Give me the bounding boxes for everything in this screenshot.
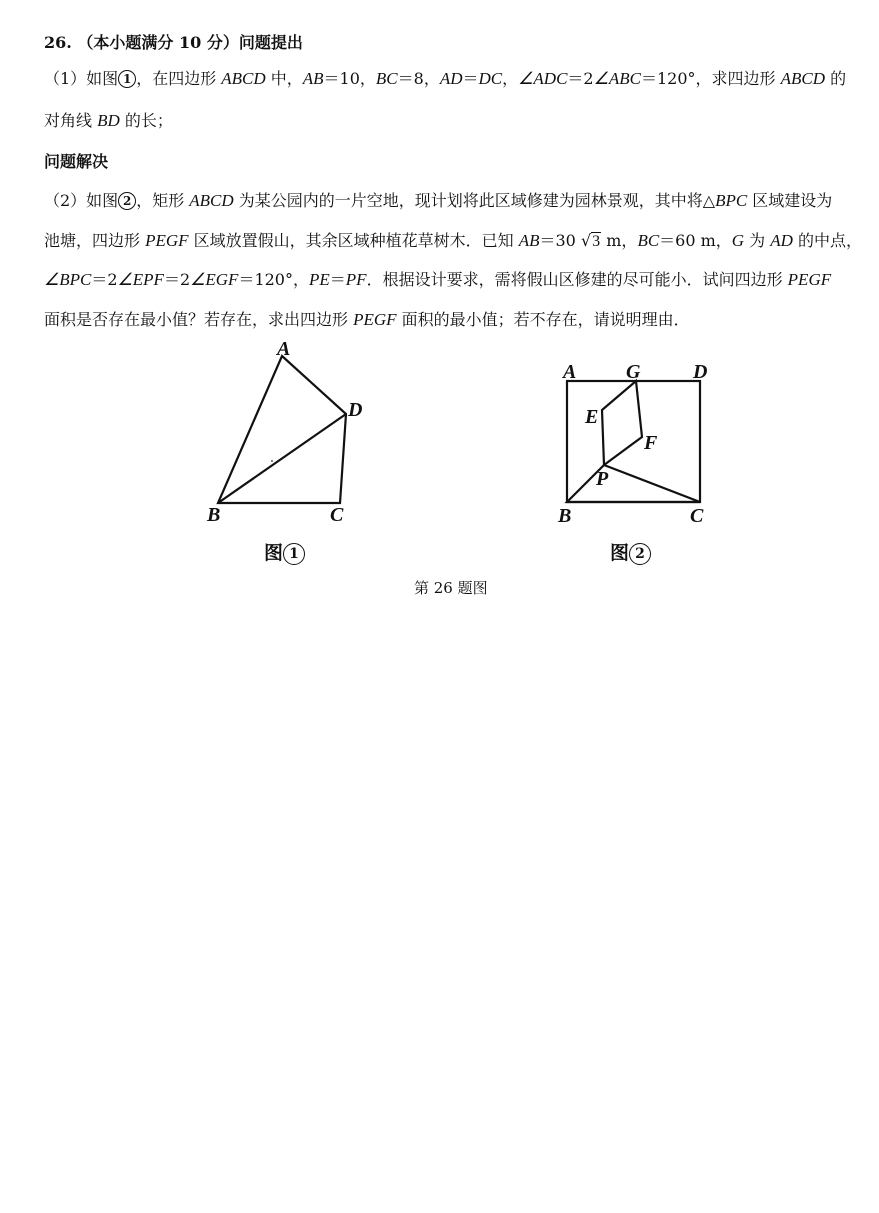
math-angle-abc: ∠ABC (593, 69, 641, 88)
text: m， (601, 231, 638, 250)
math-angle-adc: ∠ADC (518, 69, 568, 88)
math-pf: PF (345, 270, 367, 289)
text: ＝2 (91, 270, 118, 289)
text: 中， (265, 69, 303, 88)
problem-number: 26. (44, 33, 72, 52)
heading-problem-solved: 问题解决 (44, 152, 109, 171)
math-bc: BC (375, 69, 398, 88)
text: ＝10， (323, 69, 376, 88)
label-a: A (563, 361, 577, 383)
figure-ref-1: 1 (118, 70, 136, 88)
math-g: G (731, 231, 745, 250)
math-angle-egf: ∠EGF (190, 270, 239, 289)
label-c: C (330, 504, 344, 526)
text: 对角线 (44, 111, 98, 130)
label-b: B (558, 505, 572, 527)
part2-line4 (44, 307, 690, 330)
text: ＝ (462, 69, 479, 88)
label-a: A (277, 338, 291, 360)
text: ＝60 m， (659, 231, 732, 250)
figure-2 (550, 355, 725, 530)
label-d: D (693, 361, 708, 383)
text: ， (292, 270, 309, 289)
quad-pegf (602, 381, 642, 465)
label-g: G (626, 361, 641, 383)
problem-meta: （本小题满分 10 分） (77, 33, 239, 52)
rect-abcd (567, 381, 700, 502)
math-abcd: ABCD (221, 69, 266, 88)
part1-line2 (44, 108, 173, 131)
text: 的长； (119, 111, 173, 130)
figure-2-caption (610, 538, 651, 565)
math-bc: BC (637, 231, 660, 250)
figure-ref-2: 2 (118, 192, 136, 210)
figure-1 (195, 335, 375, 535)
caption-number: 2 (629, 543, 651, 565)
text: 区域放置假山，其余区域种植花草树木．已知 (188, 231, 519, 250)
text: 面积的最小值；若不存在，请说明理由． (396, 310, 690, 329)
text: 为某公园内的一片空地，现计划将此区域修建为园林景观，其中将△ (233, 191, 716, 210)
text: ＝ (329, 270, 346, 289)
math-angle-epf: ∠EPF (117, 270, 164, 289)
text: 的 (825, 69, 847, 88)
text: 池塘，四边形 (44, 231, 146, 250)
math-ad: AD (770, 231, 793, 250)
math-dc: DC (478, 69, 503, 88)
label-c: C (690, 505, 704, 527)
part1-line1 (44, 66, 846, 89)
center-dot (271, 460, 273, 462)
sqrt-symbol: √ (580, 231, 592, 250)
text: 的中点， (792, 231, 863, 250)
text: ＝30 (539, 231, 576, 250)
heading-problem-raised: 问题提出 (238, 33, 303, 52)
figures-title: 第 26 题图 (414, 579, 488, 597)
text: ， (502, 69, 519, 88)
text: ＝120° (238, 270, 293, 289)
label-p: P (596, 468, 609, 490)
caption-text: 图 (264, 542, 284, 564)
quad-abcd (218, 356, 346, 503)
part1-prefix: （1）如图 (44, 69, 119, 88)
label-f: F (644, 432, 658, 454)
triangle-bpc (567, 465, 700, 502)
math-pegf: PEGF (787, 270, 832, 289)
math-abcd: ABCD (780, 69, 825, 88)
caption-text: 图 (610, 542, 630, 564)
math-ad: AD (439, 69, 463, 88)
text: ，在四边形 (136, 69, 222, 88)
part2-line1 (44, 188, 832, 211)
math-bpc: BPC (715, 191, 748, 210)
text: ＝2 (163, 270, 191, 289)
text: ，矩形 (136, 191, 190, 210)
math-pegf: PEGF (145, 231, 189, 250)
caption-number: 1 (283, 543, 305, 565)
math-ab: AB (302, 69, 324, 88)
label-d: D (348, 399, 363, 421)
text: ．根据设计要求，需将假山区修建的尽可能小．试问四边形 (366, 270, 788, 289)
text: 为 (744, 231, 771, 250)
math-angle-bpc: ∠BPC (44, 270, 92, 289)
text: 区域建设为 (747, 191, 833, 210)
math-abcd: ABCD (189, 191, 234, 210)
part2-line2 (44, 228, 862, 251)
text: ，求四边形 (695, 69, 781, 88)
sqrt-arg: 3 (592, 233, 601, 250)
part2-prefix: （2）如图 (44, 191, 119, 210)
text: ＝2 (567, 69, 594, 88)
label-e: E (585, 406, 599, 428)
part2-line3 (44, 267, 831, 290)
text: ＝8， (397, 69, 440, 88)
text: ＝120° (640, 69, 696, 88)
math-bd: BD (97, 111, 120, 130)
text: 面积是否存在最小值？若存在，求出四边形 (44, 310, 354, 329)
problem-header (44, 30, 303, 53)
figure-1-caption (264, 538, 305, 565)
math-pegf: PEGF (353, 310, 397, 329)
label-b: B (207, 504, 221, 526)
math-pe: PE (309, 270, 330, 289)
math-ab: AB (518, 231, 540, 250)
